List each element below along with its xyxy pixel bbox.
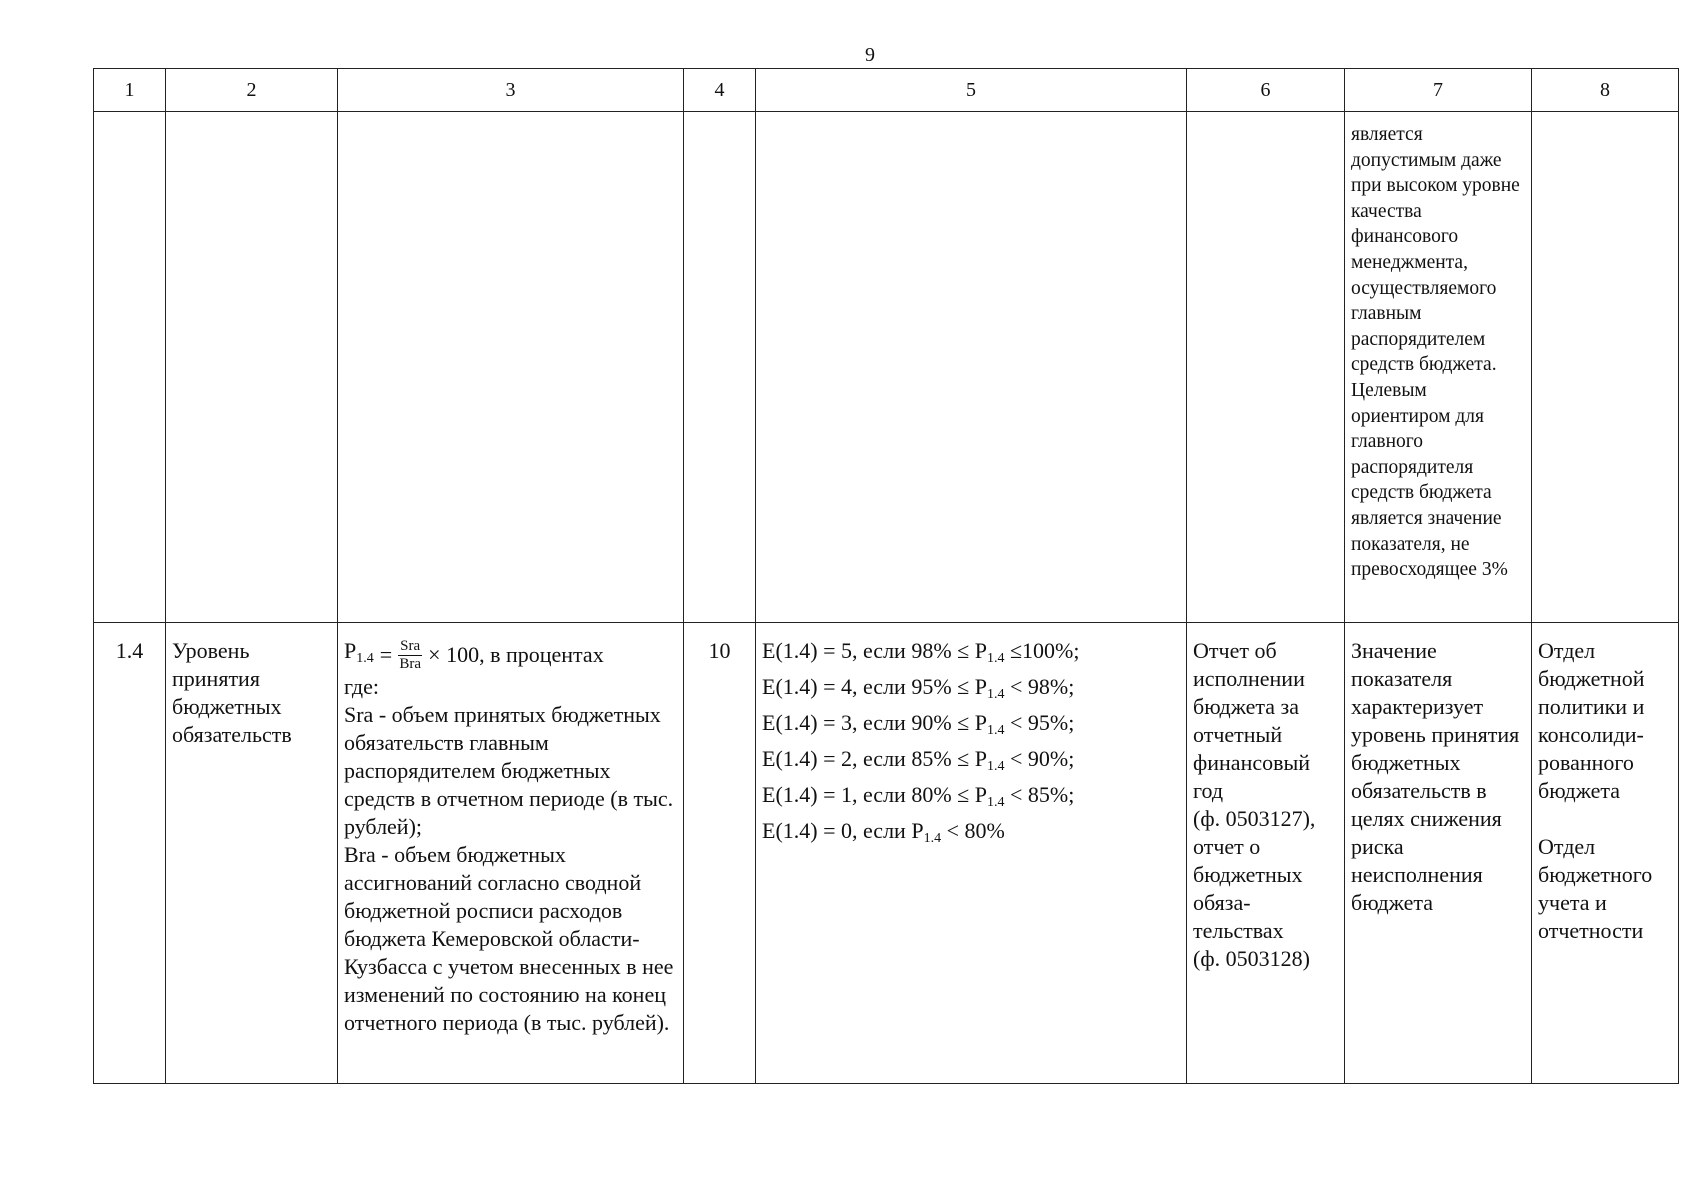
empty-cell — [1187, 112, 1345, 623]
empty-cell — [166, 112, 338, 623]
header-cell: 6 — [1187, 69, 1345, 112]
formula-description: где: Sra - объем принятых бюджетных обязательств главным распорядителем бюджетных средств в отчетном периоде (в тыс. рублей); Bra - объем бюджетных ассигнований согласно сводной бюджетной росписи расходов бюджета Кемеровской области-Кузбасса с учетом внесенных в нее изменений по состоянию на конец отчетного периода (в тыс. рублей). — [344, 674, 674, 1035]
formula-cell — [338, 623, 684, 1084]
indicators-table — [93, 68, 1679, 1084]
condition-line: E(1.4) = 0, если $P_{1.4} < 80\%$ — [762, 818, 1005, 846]
formula-denominator: Bra — [399, 655, 421, 672]
continuation-row — [94, 112, 1679, 623]
condition-line: E(1.4) = 2, если $85\% \le P_{1.4} < 90\%$; — [762, 746, 1075, 774]
header-cell: 7 — [1345, 69, 1532, 112]
header-cell: 2 — [166, 69, 338, 112]
indicator-description: Значение показателя характеризует уровень принятия бюджетных обязательств в целях снижения риска неисполнения бюджета — [1345, 623, 1532, 1084]
condition-line: E(1.4) = 4, если $95\% \le P_{1.4} < 98\%$; — [762, 674, 1075, 702]
header-cell: 5 — [756, 69, 1187, 112]
condition-line: E(1.4) = 5, если $98\% \le P_{1.4} \le 100\%$; — [762, 638, 1080, 666]
empty-cell — [756, 112, 1187, 623]
header-cell: 3 — [338, 69, 684, 112]
formula-numerator: Sra — [400, 637, 421, 654]
indicator-weight: 10 — [684, 623, 756, 1084]
empty-cell — [338, 112, 684, 623]
formula — [344, 637, 677, 673]
indicator-name: Уровень принятия бюджетных обязательств — [166, 623, 338, 1084]
header-cell: 1 — [94, 69, 166, 112]
formula-multiplier: × 100, в процентах — [428, 642, 604, 667]
empty-cell — [94, 112, 166, 623]
conditions-cell — [756, 623, 1187, 1084]
table-header-row — [94, 69, 1679, 112]
formula-equals: = — [379, 642, 393, 667]
data-source: Отчет об исполнении бюджета за отчетный финансовый год (ф. 0503127), отчет о бюджетных обяза-тельствах (ф. 0503128) — [1187, 623, 1345, 1084]
header-cell: 8 — [1532, 69, 1679, 112]
empty-cell — [1532, 112, 1679, 623]
condition-line: E(1.4) = 3, если $90\% \le P_{1.4} < 95\%$; — [762, 710, 1075, 738]
header-cell: 4 — [684, 69, 756, 112]
continuation-text: является допустимым даже при высоком уровне качества финансового менеджмента, осуществляемого главным распорядителем средств бюджета. Целевым ориентиром для главного распорядителя средств бюджета является значение показателя, не превосходящее 3% — [1345, 112, 1532, 623]
table-row — [94, 623, 1679, 1084]
page-number: 9 — [865, 44, 875, 66]
row-number: 1.4 — [94, 623, 166, 1084]
responsible-department: Отдел бюджетной политики и консолиди-рованного бюджета Отдел бюджетного учета и отчетности — [1532, 623, 1679, 1084]
empty-cell — [684, 112, 756, 623]
formula-lhs: $P_{1.4}$ — [344, 638, 374, 666]
formula-fraction — [398, 638, 422, 673]
condition-line: E(1.4) = 1, если $80\% \le P_{1.4} < 85\%$; — [762, 782, 1075, 810]
